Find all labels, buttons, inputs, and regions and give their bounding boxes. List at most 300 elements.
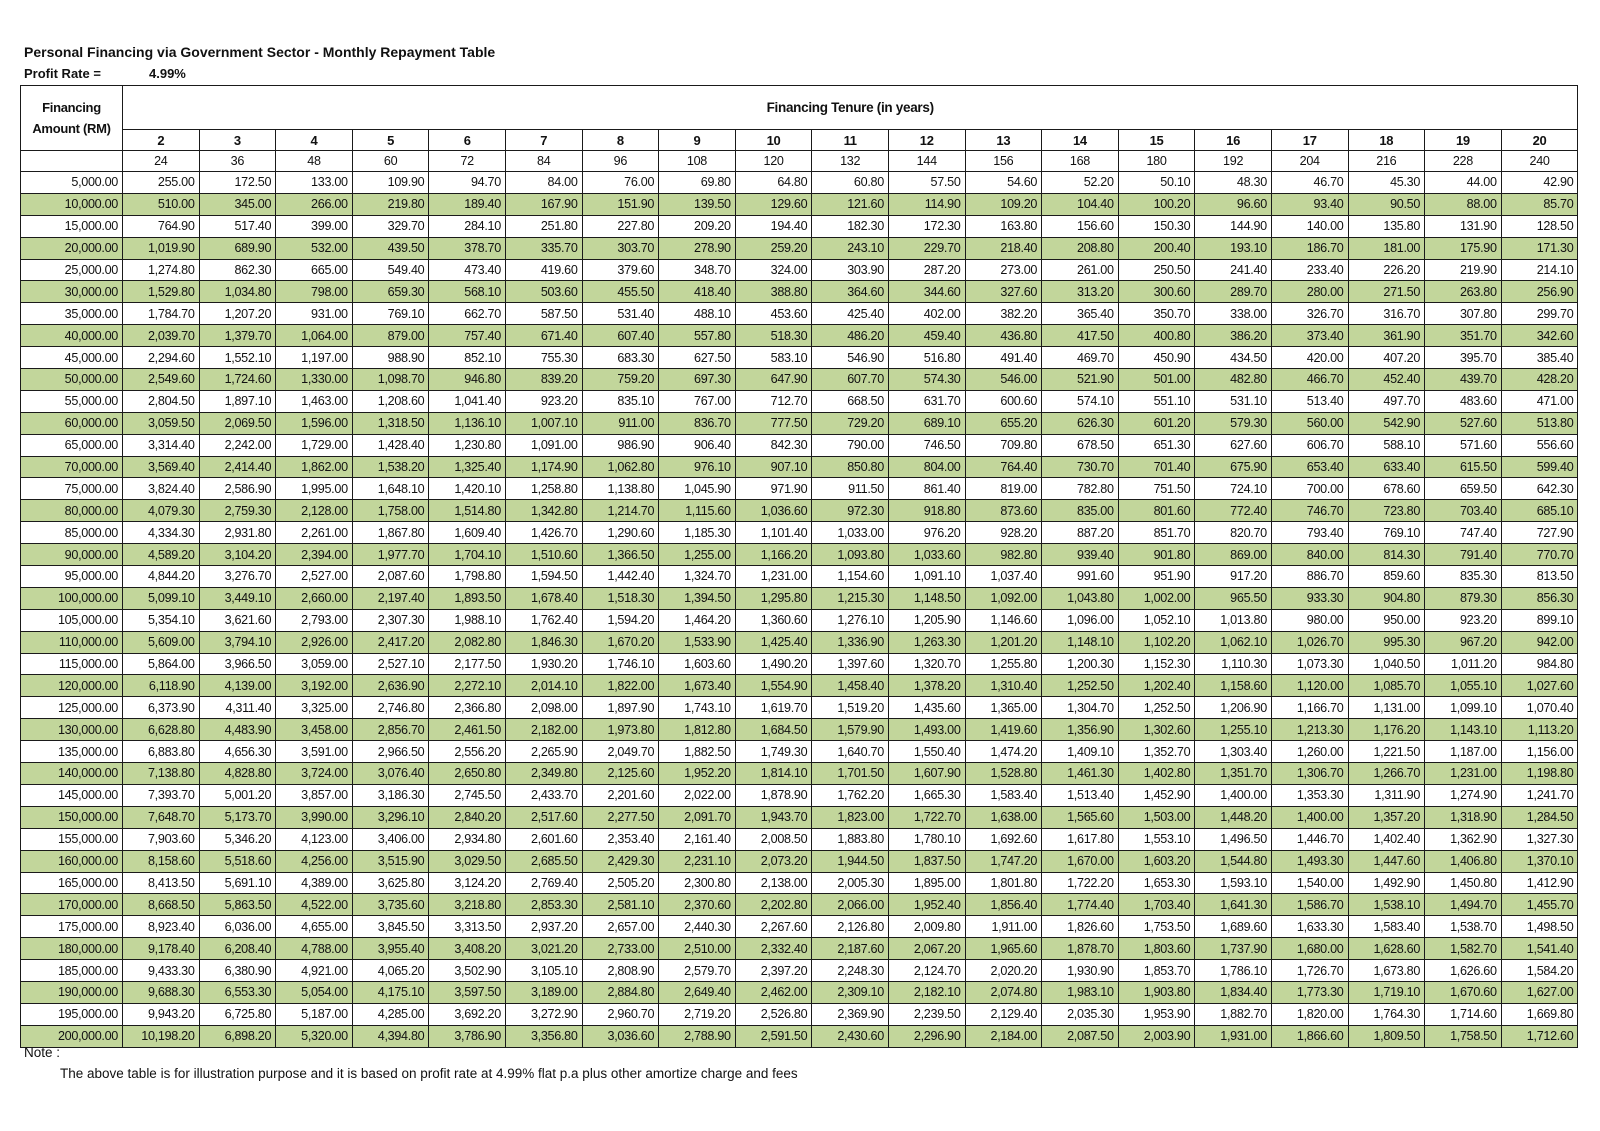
table-row bbox=[21, 916, 1578, 938]
monthly-repayment-cell: 10,198.20 bbox=[123, 1025, 200, 1047]
monthly-repayment-cell: 2,884.80 bbox=[582, 981, 659, 1003]
table-row bbox=[21, 784, 1578, 806]
table-row bbox=[21, 587, 1578, 609]
profit-rate-value: 4.99% bbox=[149, 66, 186, 81]
monthly-repayment-cell: 579.30 bbox=[1195, 412, 1272, 434]
monthly-repayment-cell: 156.60 bbox=[1042, 215, 1119, 237]
monthly-repayment-cell: 1,529.80 bbox=[123, 281, 200, 303]
monthly-repayment-cell: 1,670.60 bbox=[1425, 981, 1502, 1003]
monthly-repayment-cell: 45.30 bbox=[1348, 172, 1425, 194]
table-row bbox=[21, 215, 1578, 237]
tenure-months-cell: 120 bbox=[735, 151, 812, 172]
tenure-months-cell: 180 bbox=[1118, 151, 1195, 172]
monthly-repayment-cell: 6,373.90 bbox=[123, 697, 200, 719]
monthly-repayment-cell: 662.70 bbox=[429, 303, 506, 325]
monthly-repayment-cell: 1,206.90 bbox=[1195, 697, 1272, 719]
monthly-repayment-cell: 2,294.60 bbox=[123, 347, 200, 369]
monthly-repayment-cell: 1,252.50 bbox=[1042, 675, 1119, 697]
monthly-repayment-cell: 5,054.00 bbox=[276, 981, 353, 1003]
monthly-repayment-cell: 1,867.80 bbox=[352, 522, 429, 544]
monthly-repayment-cell: 1,019.90 bbox=[123, 237, 200, 259]
monthly-repayment-cell: 2,505.20 bbox=[582, 872, 659, 894]
monthly-repayment-cell: 2,124.70 bbox=[888, 960, 965, 982]
monthly-repayment-cell: 2,719.20 bbox=[659, 1003, 736, 1025]
monthly-repayment-cell: 907.10 bbox=[735, 456, 812, 478]
monthly-repayment-cell: 1,037.40 bbox=[965, 566, 1042, 588]
monthly-repayment-cell: 488.10 bbox=[659, 303, 736, 325]
monthly-repayment-cell: 4,389.00 bbox=[276, 872, 353, 894]
monthly-repayment-cell: 1,893.50 bbox=[429, 587, 506, 609]
monthly-repayment-cell: 1,113.20 bbox=[1501, 719, 1578, 741]
monthly-repayment-cell: 3,625.80 bbox=[352, 872, 429, 894]
table-row bbox=[21, 631, 1578, 653]
monthly-repayment-cell: 364.60 bbox=[812, 281, 889, 303]
monthly-repayment-cell: 2,966.50 bbox=[352, 741, 429, 763]
monthly-repayment-cell: 2,098.00 bbox=[505, 697, 582, 719]
monthly-repayment-cell: 3,621.60 bbox=[199, 609, 276, 631]
monthly-repayment-cell: 1,823.00 bbox=[812, 806, 889, 828]
monthly-repayment-cell: 1,856.40 bbox=[965, 894, 1042, 916]
monthly-repayment-cell: 1,202.40 bbox=[1118, 675, 1195, 697]
financing-amount-cell: 160,000.00 bbox=[21, 850, 123, 872]
financing-amount-cell: 35,000.00 bbox=[21, 303, 123, 325]
monthly-repayment-cell: 227.80 bbox=[582, 215, 659, 237]
monthly-repayment-cell: 3,408.20 bbox=[429, 938, 506, 960]
monthly-repayment-cell: 671.40 bbox=[505, 325, 582, 347]
tenure-months-cell: 204 bbox=[1271, 151, 1348, 172]
monthly-repayment-cell: 1,352.70 bbox=[1118, 741, 1195, 763]
monthly-repayment-cell: 1,402.80 bbox=[1118, 763, 1195, 785]
monthly-repayment-cell: 928.20 bbox=[965, 522, 1042, 544]
monthly-repayment-cell: 8,413.50 bbox=[123, 872, 200, 894]
monthly-repayment-cell: 568.10 bbox=[429, 281, 506, 303]
monthly-repayment-cell: 626.30 bbox=[1042, 412, 1119, 434]
monthly-repayment-cell: 497.70 bbox=[1348, 390, 1425, 412]
monthly-repayment-cell: 2,272.10 bbox=[429, 675, 506, 697]
monthly-repayment-cell: 2,549.60 bbox=[123, 369, 200, 391]
monthly-repayment-cell: 1,200.30 bbox=[1042, 653, 1119, 675]
monthly-repayment-cell: 767.00 bbox=[659, 390, 736, 412]
table-row bbox=[21, 828, 1578, 850]
monthly-repayment-cell: 344.60 bbox=[888, 281, 965, 303]
monthly-repayment-cell: 150.30 bbox=[1118, 215, 1195, 237]
monthly-repayment-cell: 4,334.30 bbox=[123, 522, 200, 544]
tenure-months-cell: 24 bbox=[123, 151, 200, 172]
monthly-repayment-cell: 861.40 bbox=[888, 478, 965, 500]
monthly-repayment-cell: 175.90 bbox=[1425, 237, 1502, 259]
table-row bbox=[21, 478, 1578, 500]
monthly-repayment-cell: 3,021.20 bbox=[505, 938, 582, 960]
monthly-repayment-cell: 1,055.10 bbox=[1425, 675, 1502, 697]
monthly-repayment-cell: 1,496.50 bbox=[1195, 828, 1272, 850]
monthly-repayment-cell: 746.50 bbox=[888, 434, 965, 456]
monthly-repayment-cell: 986.90 bbox=[582, 434, 659, 456]
monthly-repayment-cell: 5,173.70 bbox=[199, 806, 276, 828]
monthly-repayment-cell: 1,033.00 bbox=[812, 522, 889, 544]
monthly-repayment-cell: 3,314.40 bbox=[123, 434, 200, 456]
monthly-repayment-cell: 1,325.40 bbox=[429, 456, 506, 478]
monthly-repayment-cell: 1,609.40 bbox=[429, 522, 506, 544]
monthly-repayment-cell: 5,691.10 bbox=[199, 872, 276, 894]
tenure-year-header: 20 bbox=[1501, 130, 1578, 151]
monthly-repayment-cell: 399.00 bbox=[276, 215, 353, 237]
monthly-repayment-cell: 259.20 bbox=[735, 237, 812, 259]
monthly-repayment-cell: 2,066.00 bbox=[812, 894, 889, 916]
monthly-repayment-cell: 100.20 bbox=[1118, 193, 1195, 215]
monthly-repayment-cell: 50.10 bbox=[1118, 172, 1195, 194]
monthly-repayment-cell: 2,733.00 bbox=[582, 938, 659, 960]
monthly-repayment-cell: 1,786.10 bbox=[1195, 960, 1272, 982]
monthly-repayment-cell: 54.60 bbox=[965, 172, 1042, 194]
monthly-repayment-cell: 1,518.30 bbox=[582, 587, 659, 609]
monthly-repayment-cell: 1,085.70 bbox=[1348, 675, 1425, 697]
monthly-repayment-cell: 486.20 bbox=[812, 325, 889, 347]
table-row bbox=[21, 390, 1578, 412]
monthly-repayment-cell: 951.90 bbox=[1118, 566, 1195, 588]
monthly-repayment-cell: 2,556.20 bbox=[429, 741, 506, 763]
monthly-repayment-cell: 712.70 bbox=[735, 390, 812, 412]
monthly-repayment-cell: 904.80 bbox=[1348, 587, 1425, 609]
monthly-repayment-cell: 1,584.20 bbox=[1501, 960, 1578, 982]
monthly-repayment-cell: 1,158.60 bbox=[1195, 675, 1272, 697]
monthly-repayment-cell: 1,930.20 bbox=[505, 653, 582, 675]
monthly-repayment-cell: 1,330.00 bbox=[276, 369, 353, 391]
monthly-repayment-cell: 76.00 bbox=[582, 172, 659, 194]
monthly-repayment-cell: 3,735.60 bbox=[352, 894, 429, 916]
monthly-repayment-cell: 607.70 bbox=[812, 369, 889, 391]
monthly-repayment-cell: 3,189.00 bbox=[505, 981, 582, 1003]
tenure-months-cell: 108 bbox=[659, 151, 736, 172]
monthly-repayment-cell: 453.60 bbox=[735, 303, 812, 325]
monthly-repayment-cell: 835.00 bbox=[1042, 500, 1119, 522]
monthly-repayment-cell: 1,678.40 bbox=[505, 587, 582, 609]
monthly-repayment-cell: 1,670.00 bbox=[1042, 850, 1119, 872]
monthly-repayment-cell: 730.70 bbox=[1042, 456, 1119, 478]
monthly-repayment-cell: 1,550.40 bbox=[888, 741, 965, 763]
monthly-repayment-cell: 701.40 bbox=[1118, 456, 1195, 478]
tenure-months-cell: 192 bbox=[1195, 151, 1272, 172]
monthly-repayment-cell: 1,357.20 bbox=[1348, 806, 1425, 828]
monthly-repayment-cell: 208.80 bbox=[1042, 237, 1119, 259]
monthly-repayment-cell: 933.30 bbox=[1271, 587, 1348, 609]
monthly-repayment-cell: 214.10 bbox=[1501, 259, 1578, 281]
monthly-repayment-cell: 2,182.00 bbox=[505, 719, 582, 741]
monthly-repayment-cell: 1,310.40 bbox=[965, 675, 1042, 697]
monthly-repayment-cell: 1,208.60 bbox=[352, 390, 429, 412]
monthly-repayment-cell: 129.60 bbox=[735, 193, 812, 215]
monthly-repayment-cell: 1,091.10 bbox=[888, 566, 965, 588]
table-row bbox=[21, 172, 1578, 194]
monthly-repayment-cell: 819.00 bbox=[965, 478, 1042, 500]
tenure-year-header: 17 bbox=[1271, 130, 1348, 151]
monthly-repayment-cell: 1,565.60 bbox=[1042, 806, 1119, 828]
monthly-repayment-cell: 2,853.30 bbox=[505, 894, 582, 916]
monthly-repayment-cell: 3,515.90 bbox=[352, 850, 429, 872]
monthly-repayment-cell: 1,007.10 bbox=[505, 412, 582, 434]
financing-amount-cell: 70,000.00 bbox=[21, 456, 123, 478]
monthly-repayment-cell: 4,828.80 bbox=[199, 763, 276, 785]
monthly-repayment-cell: 439.50 bbox=[352, 237, 429, 259]
monthly-repayment-cell: 2,510.00 bbox=[659, 938, 736, 960]
monthly-repayment-cell: 703.40 bbox=[1425, 500, 1502, 522]
monthly-repayment-cell: 1,425.40 bbox=[735, 631, 812, 653]
monthly-repayment-cell: 251.80 bbox=[505, 215, 582, 237]
monthly-repayment-cell: 209.20 bbox=[659, 215, 736, 237]
monthly-repayment-cell: 685.10 bbox=[1501, 500, 1578, 522]
monthly-repayment-cell: 814.30 bbox=[1348, 544, 1425, 566]
monthly-repayment-cell: 1,207.20 bbox=[199, 303, 276, 325]
monthly-repayment-cell: 450.90 bbox=[1118, 347, 1195, 369]
monthly-repayment-cell: 1,143.10 bbox=[1425, 719, 1502, 741]
monthly-repayment-cell: 3,356.80 bbox=[505, 1025, 582, 1047]
monthly-repayment-cell: 1,027.60 bbox=[1501, 675, 1578, 697]
monthly-repayment-cell: 4,065.20 bbox=[352, 960, 429, 982]
financing-amount-cell: 85,000.00 bbox=[21, 522, 123, 544]
monthly-repayment-cell: 104.40 bbox=[1042, 193, 1119, 215]
monthly-repayment-cell: 1,814.10 bbox=[735, 763, 812, 785]
table-row bbox=[21, 237, 1578, 259]
monthly-repayment-cell: 1,062.10 bbox=[1195, 631, 1272, 653]
monthly-repayment-cell: 1,115.60 bbox=[659, 500, 736, 522]
tenure-year-header: 19 bbox=[1425, 130, 1502, 151]
tenure-year-header: 9 bbox=[659, 130, 736, 151]
monthly-repayment-cell: 2,231.10 bbox=[659, 850, 736, 872]
monthly-repayment-cell: 820.70 bbox=[1195, 522, 1272, 544]
monthly-repayment-cell: 1,603.20 bbox=[1118, 850, 1195, 872]
monthly-repayment-cell: 326.70 bbox=[1271, 303, 1348, 325]
monthly-repayment-cell: 1,026.70 bbox=[1271, 631, 1348, 653]
monthly-repayment-cell: 418.40 bbox=[659, 281, 736, 303]
monthly-repayment-cell: 1,463.00 bbox=[276, 390, 353, 412]
monthly-repayment-cell: 793.40 bbox=[1271, 522, 1348, 544]
financing-tenure-header: Financing Tenure (in years) bbox=[123, 86, 1578, 130]
monthly-repayment-cell: 194.40 bbox=[735, 215, 812, 237]
monthly-repayment-cell: 163.80 bbox=[965, 215, 1042, 237]
tenure-year-header: 6 bbox=[429, 130, 506, 151]
monthly-repayment-cell: 1,420.10 bbox=[429, 478, 506, 500]
monthly-repayment-cell: 1,131.00 bbox=[1348, 697, 1425, 719]
monthly-repayment-cell: 1,353.30 bbox=[1271, 784, 1348, 806]
monthly-repayment-cell: 4,522.00 bbox=[276, 894, 353, 916]
monthly-repayment-cell: 5,099.10 bbox=[123, 587, 200, 609]
monthly-repayment-cell: 382.20 bbox=[965, 303, 1042, 325]
monthly-repayment-cell: 6,118.90 bbox=[123, 675, 200, 697]
monthly-repayment-cell: 1,458.40 bbox=[812, 675, 889, 697]
monthly-repayment-cell: 976.10 bbox=[659, 456, 736, 478]
monthly-repayment-cell: 1,154.60 bbox=[812, 566, 889, 588]
monthly-repayment-cell: 1,318.90 bbox=[1425, 806, 1502, 828]
monthly-repayment-cell: 729.20 bbox=[812, 412, 889, 434]
monthly-repayment-cell: 2,005.30 bbox=[812, 872, 889, 894]
tenure-year-header: 7 bbox=[505, 130, 582, 151]
monthly-repayment-cell: 483.60 bbox=[1425, 390, 1502, 412]
monthly-repayment-cell: 459.40 bbox=[888, 325, 965, 347]
financing-amount-cell: 145,000.00 bbox=[21, 784, 123, 806]
table-row bbox=[21, 763, 1578, 785]
monthly-repayment-cell: 980.00 bbox=[1271, 609, 1348, 631]
monthly-repayment-cell: 4,656.30 bbox=[199, 741, 276, 763]
monthly-repayment-cell: 109.90 bbox=[352, 172, 429, 194]
monthly-repayment-cell: 653.40 bbox=[1271, 456, 1348, 478]
monthly-repayment-cell: 1,544.80 bbox=[1195, 850, 1272, 872]
monthly-repayment-cell: 599.40 bbox=[1501, 456, 1578, 478]
monthly-repayment-cell: 1,952.40 bbox=[888, 894, 965, 916]
monthly-repayment-cell: 1,528.80 bbox=[965, 763, 1042, 785]
monthly-repayment-cell: 300.60 bbox=[1118, 281, 1195, 303]
monthly-repayment-cell: 631.70 bbox=[888, 390, 965, 412]
monthly-repayment-cell: 527.60 bbox=[1425, 412, 1502, 434]
monthly-repayment-cell: 1,540.00 bbox=[1271, 872, 1348, 894]
monthly-repayment-cell: 1,400.00 bbox=[1195, 784, 1272, 806]
monthly-repayment-cell: 2,433.70 bbox=[505, 784, 582, 806]
monthly-repayment-cell: 2,746.80 bbox=[352, 697, 429, 719]
monthly-repayment-cell: 1,447.60 bbox=[1348, 850, 1425, 872]
monthly-repayment-cell: 4,394.80 bbox=[352, 1025, 429, 1047]
monthly-repayment-cell: 887.20 bbox=[1042, 522, 1119, 544]
monthly-repayment-cell: 1,903.80 bbox=[1118, 981, 1195, 1003]
monthly-repayment-cell: 172.50 bbox=[199, 172, 276, 194]
table-row bbox=[21, 456, 1578, 478]
monthly-repayment-cell: 2,526.80 bbox=[735, 1003, 812, 1025]
financing-amount-cell: 40,000.00 bbox=[21, 325, 123, 347]
monthly-repayment-cell: 6,883.80 bbox=[123, 741, 200, 763]
monthly-repayment-cell: 1,680.00 bbox=[1271, 938, 1348, 960]
monthly-repayment-cell: 400.80 bbox=[1118, 325, 1195, 347]
monthly-repayment-cell: 1,513.40 bbox=[1042, 784, 1119, 806]
monthly-repayment-cell: 697.30 bbox=[659, 369, 736, 391]
monthly-repayment-cell: 1,579.90 bbox=[812, 719, 889, 741]
monthly-repayment-cell: 1,749.30 bbox=[735, 741, 812, 763]
monthly-repayment-cell: 3,325.00 bbox=[276, 697, 353, 719]
table-row bbox=[21, 500, 1578, 522]
monthly-repayment-cell: 3,591.00 bbox=[276, 741, 353, 763]
monthly-repayment-cell: 1,378.20 bbox=[888, 675, 965, 697]
monthly-repayment-cell: 923.20 bbox=[1425, 609, 1502, 631]
monthly-repayment-cell: 2,003.90 bbox=[1118, 1025, 1195, 1047]
monthly-repayment-cell: 469.70 bbox=[1042, 347, 1119, 369]
monthly-repayment-cell: 859.60 bbox=[1348, 566, 1425, 588]
monthly-repayment-cell: 1,648.10 bbox=[352, 478, 429, 500]
monthly-repayment-cell: 167.90 bbox=[505, 193, 582, 215]
monthly-repayment-cell: 531.40 bbox=[582, 303, 659, 325]
monthly-repayment-cell: 1,336.90 bbox=[812, 631, 889, 653]
monthly-repayment-cell: 1,758.00 bbox=[352, 500, 429, 522]
monthly-repayment-cell: 1,743.10 bbox=[659, 697, 736, 719]
monthly-repayment-cell: 931.00 bbox=[276, 303, 353, 325]
monthly-repayment-cell: 557.80 bbox=[659, 325, 736, 347]
monthly-repayment-cell: 1,882.70 bbox=[1195, 1003, 1272, 1025]
monthly-repayment-cell: 4,655.00 bbox=[276, 916, 353, 938]
monthly-repayment-cell: 546.00 bbox=[965, 369, 1042, 391]
monthly-repayment-cell: 2,462.00 bbox=[735, 981, 812, 1003]
monthly-repayment-cell: 3,569.40 bbox=[123, 456, 200, 478]
monthly-repayment-cell: 1,101.40 bbox=[735, 522, 812, 544]
monthly-repayment-cell: 503.60 bbox=[505, 281, 582, 303]
tenure-months-cell: 48 bbox=[276, 151, 353, 172]
monthly-repayment-cell: 1,138.80 bbox=[582, 478, 659, 500]
monthly-repayment-cell: 751.50 bbox=[1118, 478, 1195, 500]
monthly-repayment-cell: 1,360.60 bbox=[735, 609, 812, 631]
monthly-repayment-cell: 287.20 bbox=[888, 259, 965, 281]
tenure-year-header: 8 bbox=[582, 130, 659, 151]
monthly-repayment-cell: 4,079.30 bbox=[123, 500, 200, 522]
monthly-repayment-cell: 1,510.60 bbox=[505, 544, 582, 566]
financing-amount-cell: 15,000.00 bbox=[21, 215, 123, 237]
monthly-repayment-cell: 1,494.70 bbox=[1425, 894, 1502, 916]
monthly-repayment-cell: 219.90 bbox=[1425, 259, 1502, 281]
monthly-repayment-cell: 2,417.20 bbox=[352, 631, 429, 653]
monthly-repayment-cell: 5,863.50 bbox=[199, 894, 276, 916]
financing-amount-cell: 170,000.00 bbox=[21, 894, 123, 916]
monthly-repayment-cell: 1,726.70 bbox=[1271, 960, 1348, 982]
financing-amount-cell: 110,000.00 bbox=[21, 631, 123, 653]
monthly-repayment-cell: 1,034.80 bbox=[199, 281, 276, 303]
monthly-repayment-cell: 906.40 bbox=[659, 434, 736, 456]
monthly-repayment-cell: 1,064.00 bbox=[276, 325, 353, 347]
monthly-repayment-cell: 1,773.30 bbox=[1271, 981, 1348, 1003]
monthly-repayment-cell: 2,035.30 bbox=[1042, 1003, 1119, 1025]
monthly-repayment-cell: 836.70 bbox=[659, 412, 736, 434]
monthly-repayment-cell: 1,295.80 bbox=[735, 587, 812, 609]
monthly-repayment-cell: 1,435.60 bbox=[888, 697, 965, 719]
monthly-repayment-cell: 501.00 bbox=[1118, 369, 1195, 391]
monthly-repayment-cell: 324.00 bbox=[735, 259, 812, 281]
monthly-repayment-cell: 226.20 bbox=[1348, 259, 1425, 281]
monthly-repayment-cell: 782.80 bbox=[1042, 478, 1119, 500]
monthly-repayment-cell: 482.80 bbox=[1195, 369, 1272, 391]
monthly-repayment-cell: 1,120.00 bbox=[1271, 675, 1348, 697]
monthly-repayment-cell: 2,461.50 bbox=[429, 719, 506, 741]
monthly-repayment-cell: 1,628.60 bbox=[1348, 938, 1425, 960]
monthly-repayment-cell: 420.00 bbox=[1271, 347, 1348, 369]
financing-amount-cell: 185,000.00 bbox=[21, 960, 123, 982]
monthly-repayment-cell: 417.50 bbox=[1042, 325, 1119, 347]
monthly-repayment-cell: 879.00 bbox=[352, 325, 429, 347]
monthly-repayment-cell: 1,498.50 bbox=[1501, 916, 1578, 938]
monthly-repayment-cell: 2,527.10 bbox=[352, 653, 429, 675]
monthly-repayment-cell: 588.10 bbox=[1348, 434, 1425, 456]
monthly-repayment-cell: 378.70 bbox=[429, 237, 506, 259]
table-row bbox=[21, 347, 1578, 369]
monthly-repayment-cell: 675.90 bbox=[1195, 456, 1272, 478]
monthly-repayment-cell: 1,096.00 bbox=[1042, 609, 1119, 631]
monthly-repayment-cell: 1,409.10 bbox=[1042, 741, 1119, 763]
monthly-repayment-cell: 1,320.70 bbox=[888, 653, 965, 675]
monthly-repayment-cell: 133.00 bbox=[276, 172, 353, 194]
monthly-repayment-cell: 2,581.10 bbox=[582, 894, 659, 916]
monthly-repayment-cell: 1,198.80 bbox=[1501, 763, 1578, 785]
monthly-repayment-cell: 4,123.00 bbox=[276, 828, 353, 850]
monthly-repayment-cell: 1,110.30 bbox=[1195, 653, 1272, 675]
monthly-repayment-cell: 1,148.50 bbox=[888, 587, 965, 609]
monthly-repayment-cell: 1,231.00 bbox=[735, 566, 812, 588]
monthly-repayment-cell: 873.60 bbox=[965, 500, 1042, 522]
monthly-repayment-cell: 255.00 bbox=[123, 172, 200, 194]
monthly-repayment-cell: 407.20 bbox=[1348, 347, 1425, 369]
monthly-repayment-cell: 278.90 bbox=[659, 237, 736, 259]
monthly-repayment-cell: 1,533.90 bbox=[659, 631, 736, 653]
monthly-repayment-cell: 2,601.60 bbox=[505, 828, 582, 850]
monthly-repayment-cell: 1,803.60 bbox=[1118, 938, 1195, 960]
monthly-repayment-cell: 3,276.70 bbox=[199, 566, 276, 588]
financing-amount-cell: 195,000.00 bbox=[21, 1003, 123, 1025]
monthly-repayment-cell: 840.00 bbox=[1271, 544, 1348, 566]
monthly-repayment-cell: 1,185.30 bbox=[659, 522, 736, 544]
monthly-repayment-cell: 1,704.10 bbox=[429, 544, 506, 566]
monthly-repayment-cell: 1,274.80 bbox=[123, 259, 200, 281]
monthly-repayment-cell: 1,197.00 bbox=[276, 347, 353, 369]
tenure-year-header: 13 bbox=[965, 130, 1042, 151]
